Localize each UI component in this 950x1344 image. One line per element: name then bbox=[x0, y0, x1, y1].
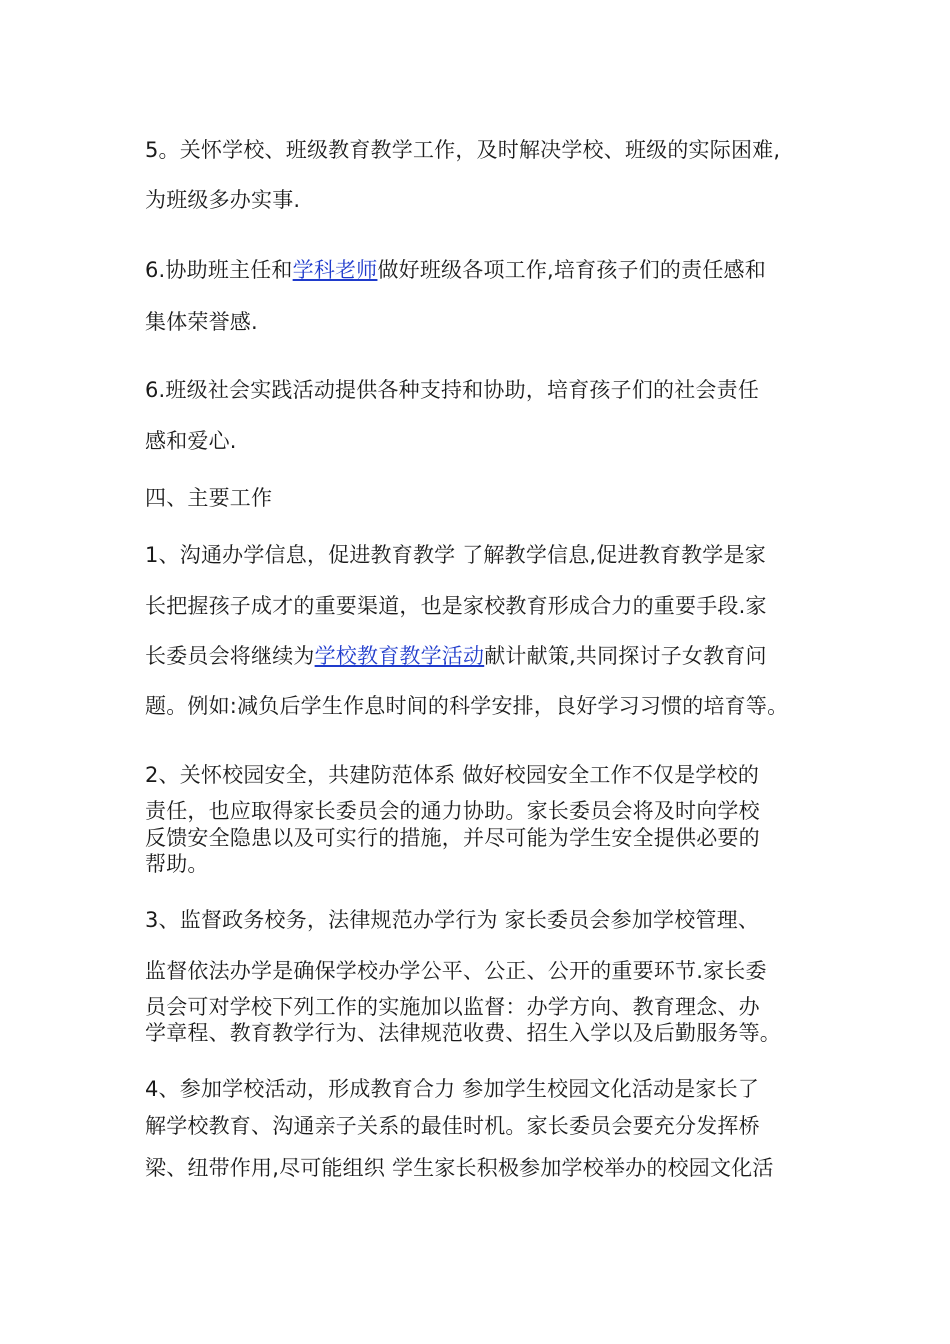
item-4-line-2: 解学校教育、沟通亲子关系的最佳时机。家长委员会要充分发挥桥 bbox=[145, 1114, 760, 1138]
section-heading-main-work: 四、主要工作 bbox=[145, 486, 273, 510]
item-2-line-1: 2、关怀校园安全，共建防范体系 做好校园安全工作不仅是学校的 bbox=[145, 763, 760, 787]
item-3-line-4: 学章程、教育教学行为、法律规范收费、招生入学以及后勤服务等。 bbox=[145, 1021, 781, 1045]
item-3-line-3: 员会可对学校下列工作的实施加以监督：办学方向、教育理念、办 bbox=[145, 995, 760, 1019]
item-2-line-3: 反馈安全隐患以及可实行的措施，并尽可能为学生安全提供必要的 bbox=[145, 826, 760, 850]
item-2-line-4: 帮助。 bbox=[145, 852, 209, 876]
item-4-line-3: 梁、纽带作用,尽可能组织 学生家长积极参加学校举办的校园文化活 bbox=[145, 1156, 774, 1180]
school-teaching-activities-link[interactable]: 学校教育教学活动 bbox=[314, 644, 485, 668]
paragraph-6a-line-2: 集体荣誉感. bbox=[145, 310, 258, 334]
paragraph-5-line-1: 5。关怀学校、班级教育教学工作，及时解决学校、班级的实际困难, bbox=[145, 138, 781, 162]
item-1-line-3 bbox=[145, 642, 767, 670]
item-1-text-post: 献计献策,共同探讨子女教育问 bbox=[484, 644, 767, 668]
paragraph-6a-line-1 bbox=[145, 256, 766, 284]
paragraph-5-line-2: 为班级多办实事. bbox=[145, 188, 301, 212]
paragraph-6b-line-2: 感和爱心. bbox=[145, 429, 237, 453]
paragraph-6b-line-1: 6.班级社会实践活动提供各种支持和协助，培育孩子们的社会责任 bbox=[145, 378, 760, 402]
item-2-line-2: 责任，也应取得家长委员会的通力协助。家长委员会将及时向学校 bbox=[145, 799, 760, 823]
item-3-line-1: 3、监督政务校务，法律规范办学行为 家长委员会参加学校管理、 bbox=[145, 908, 760, 932]
subject-teacher-link[interactable]: 学科老师 bbox=[292, 258, 378, 282]
item-3-line-2: 监督依法办学是确保学校办学公平、公正、公开的重要环节.家长委 bbox=[145, 959, 767, 983]
item-1-line-1: 1、沟通办学信息，促进教育教学 了解教学信息,促进教育教学是家 bbox=[145, 543, 766, 567]
paragraph-6a-text-pre: 6.协助班主任和 bbox=[145, 258, 293, 282]
item-1-text-pre: 长委员会将继续为 bbox=[145, 644, 315, 668]
item-1-line-4: 题。例如:减负后学生作息时间的科学安排，良好学习习惯的培育等。 bbox=[145, 694, 789, 718]
item-4-line-1: 4、参加学校活动，形成教育合力 参加学生校园文化活动是家长了 bbox=[145, 1077, 760, 1101]
item-1-line-2: 长把握孩子成才的重要渠道，也是家校教育形成合力的重要手段.家 bbox=[145, 594, 767, 618]
paragraph-6a-text-post: 做好班级各项工作,培育孩子们的责任感和 bbox=[377, 258, 766, 282]
